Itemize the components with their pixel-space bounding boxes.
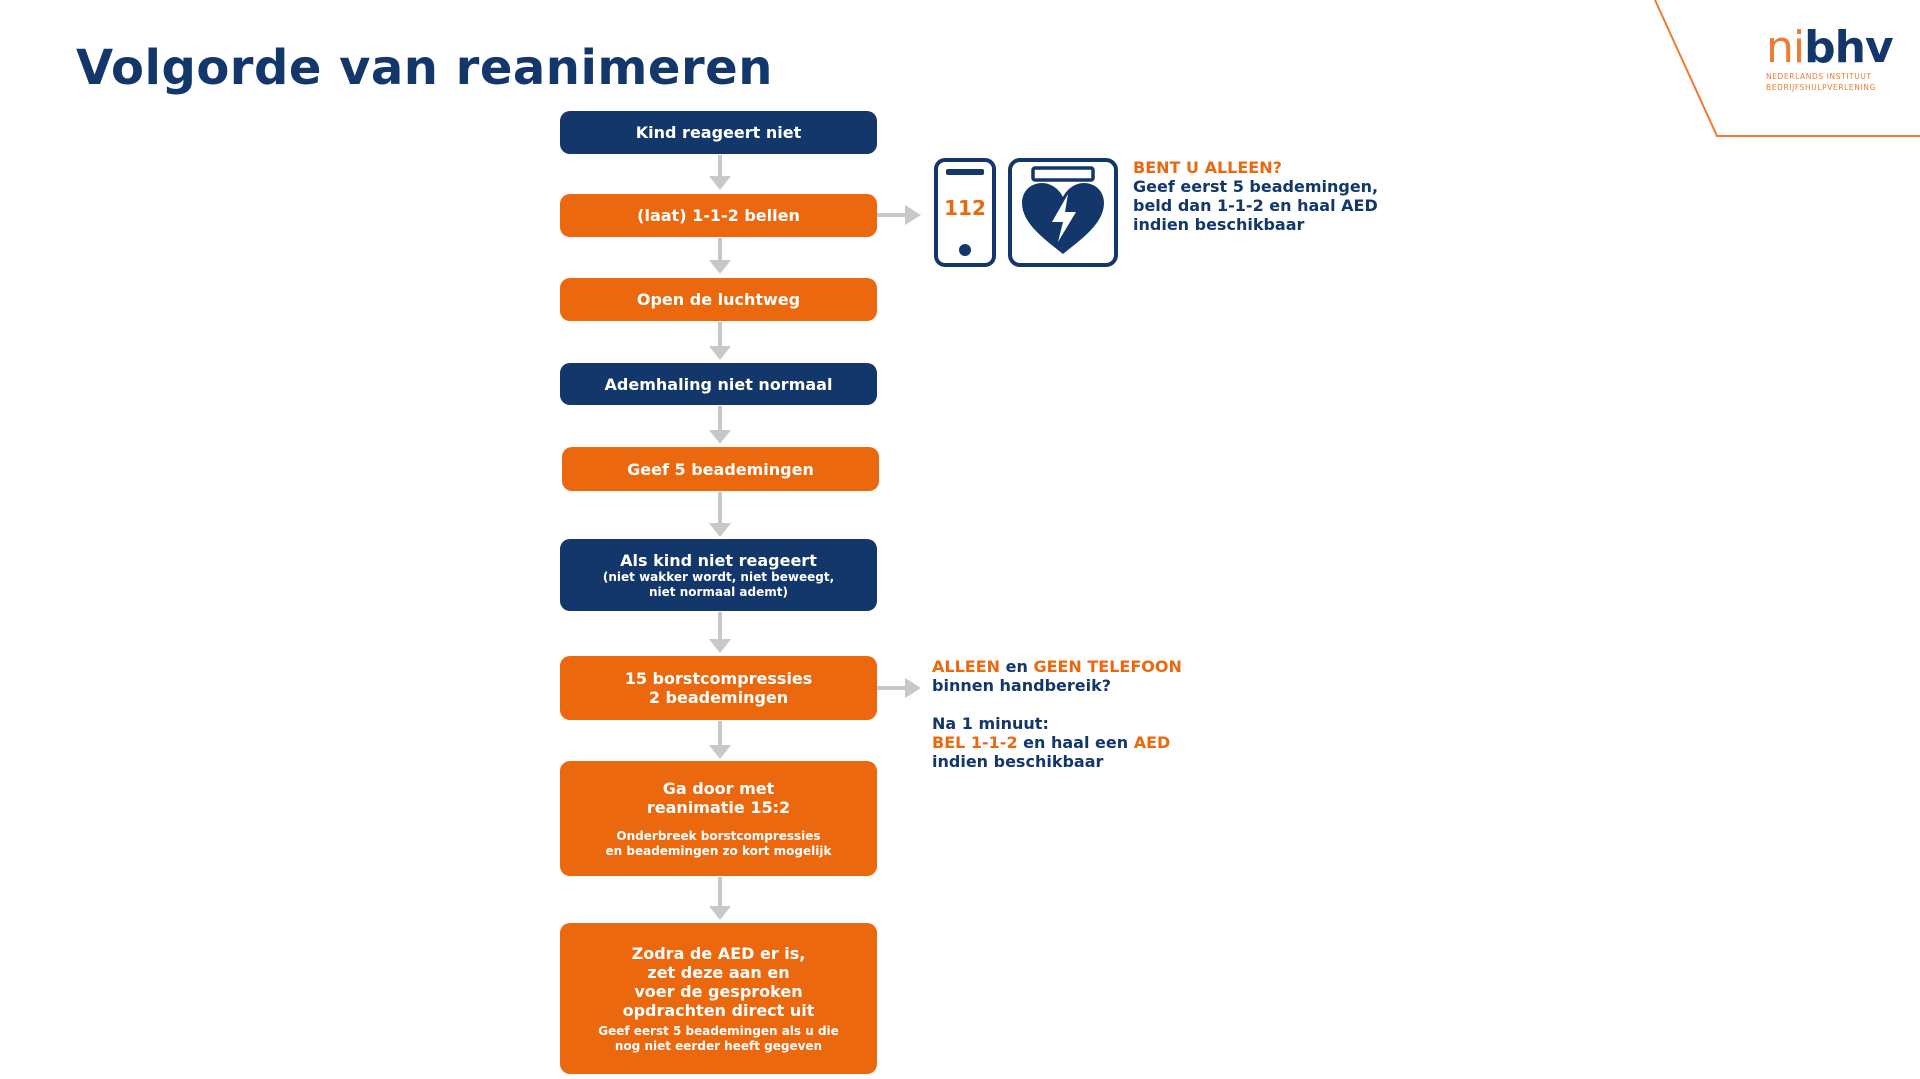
step-label: Ademhaling niet normaal	[604, 374, 833, 394]
logo-bhv: bhv	[1804, 22, 1893, 73]
step-line-2: reanimatie 15:2	[646, 797, 791, 817]
right-arrow-icon	[877, 205, 921, 225]
note-heading: BENT U ALLEEN?	[1133, 158, 1282, 177]
step-line-2: zet deze aan en	[647, 962, 790, 982]
nibhv-logo	[1766, 22, 1896, 92]
phone-icon	[934, 158, 996, 267]
note-aed: AED	[1133, 733, 1171, 752]
note-line-3: indien beschikbaar	[1133, 215, 1305, 234]
note-line-1: Geef eerst 5 beademingen,	[1133, 177, 1379, 196]
down-arrow-icon	[712, 155, 728, 190]
step-ga-door	[560, 761, 877, 876]
step-note-1: Geef eerst 5 beademingen als u die	[598, 1023, 839, 1038]
step-als-kind-niet-reageert	[560, 539, 877, 611]
step-line-1: Ga door met	[662, 778, 775, 798]
step-line-4: opdrachten direct uit	[622, 1000, 815, 1020]
step-line-2: 2 beademingen	[648, 688, 789, 707]
down-arrow-icon	[712, 612, 728, 653]
note-line-2: binnen handbereik?	[932, 676, 1112, 695]
note-en-haal: en haal een	[1023, 733, 1129, 752]
down-arrow-icon	[712, 492, 728, 537]
note-alleen: ALLEEN	[932, 657, 1001, 676]
step-note-1: Onderbreek borstcompressies	[616, 828, 821, 843]
step-label: Geef 5 beademingen	[627, 459, 814, 479]
note-line-3: Na 1 minuut:	[932, 714, 1049, 733]
logo-ni: ni	[1766, 22, 1805, 73]
step-note-2: en beademingen zo kort mogelijk	[605, 843, 832, 858]
step-label: (laat) 1-1-2 bellen	[637, 206, 800, 225]
step-line-1: Zodra de AED er is,	[631, 943, 806, 963]
logo-subtitle-2: BEDRIJFSHULPVERLENING	[1766, 83, 1876, 92]
note-geen-telefoon	[932, 657, 1182, 771]
page-title: Volgorde van reanimeren	[76, 40, 773, 96]
down-arrow-icon	[712, 877, 728, 920]
aed-heart-icon	[1008, 158, 1118, 267]
step-geef-beademingen	[562, 447, 879, 491]
step-label: Als kind niet reageert	[620, 550, 817, 570]
down-arrow-icon	[712, 721, 728, 759]
logo-subtitle-1: NEDERLANDS INSTITUUT	[1766, 72, 1872, 81]
step-note-2: nog niet eerder heeft gegeven	[614, 1038, 823, 1053]
step-ademhaling	[560, 363, 877, 405]
note-en: en	[1005, 657, 1028, 676]
note-geen-telefoon-label: GEEN TELEFOON	[1033, 657, 1182, 676]
step-kind-reageert-niet	[560, 111, 877, 154]
note-bel: BEL 1-1-2	[932, 733, 1018, 752]
note-line-2: beld dan 1-1-2 en haal AED	[1133, 196, 1378, 215]
down-arrow-icon	[712, 238, 728, 274]
down-arrow-icon	[712, 406, 728, 444]
right-arrow-icon	[877, 678, 921, 698]
step-label: Open de luchtweg	[636, 290, 801, 309]
step-sublabel-1: (niet wakker wordt, niet beweegt,	[602, 569, 835, 584]
step-line-1: 15 borstcompressies	[624, 669, 813, 688]
step-bellen	[560, 194, 877, 237]
step-label: Kind reageert niet	[635, 123, 802, 142]
step-open-luchtweg	[560, 278, 877, 321]
step-borstcompressies	[560, 656, 877, 720]
step-zodra-aed	[560, 923, 877, 1074]
note-line-5: indien beschikbaar	[932, 752, 1104, 771]
step-line-3: voer de gesproken	[634, 981, 803, 1001]
down-arrow-icon	[712, 322, 728, 360]
note-bent-u-alleen	[1133, 158, 1378, 234]
step-sublabel-2: niet normaal ademt)	[649, 584, 788, 599]
phone-number: 112	[944, 196, 986, 220]
